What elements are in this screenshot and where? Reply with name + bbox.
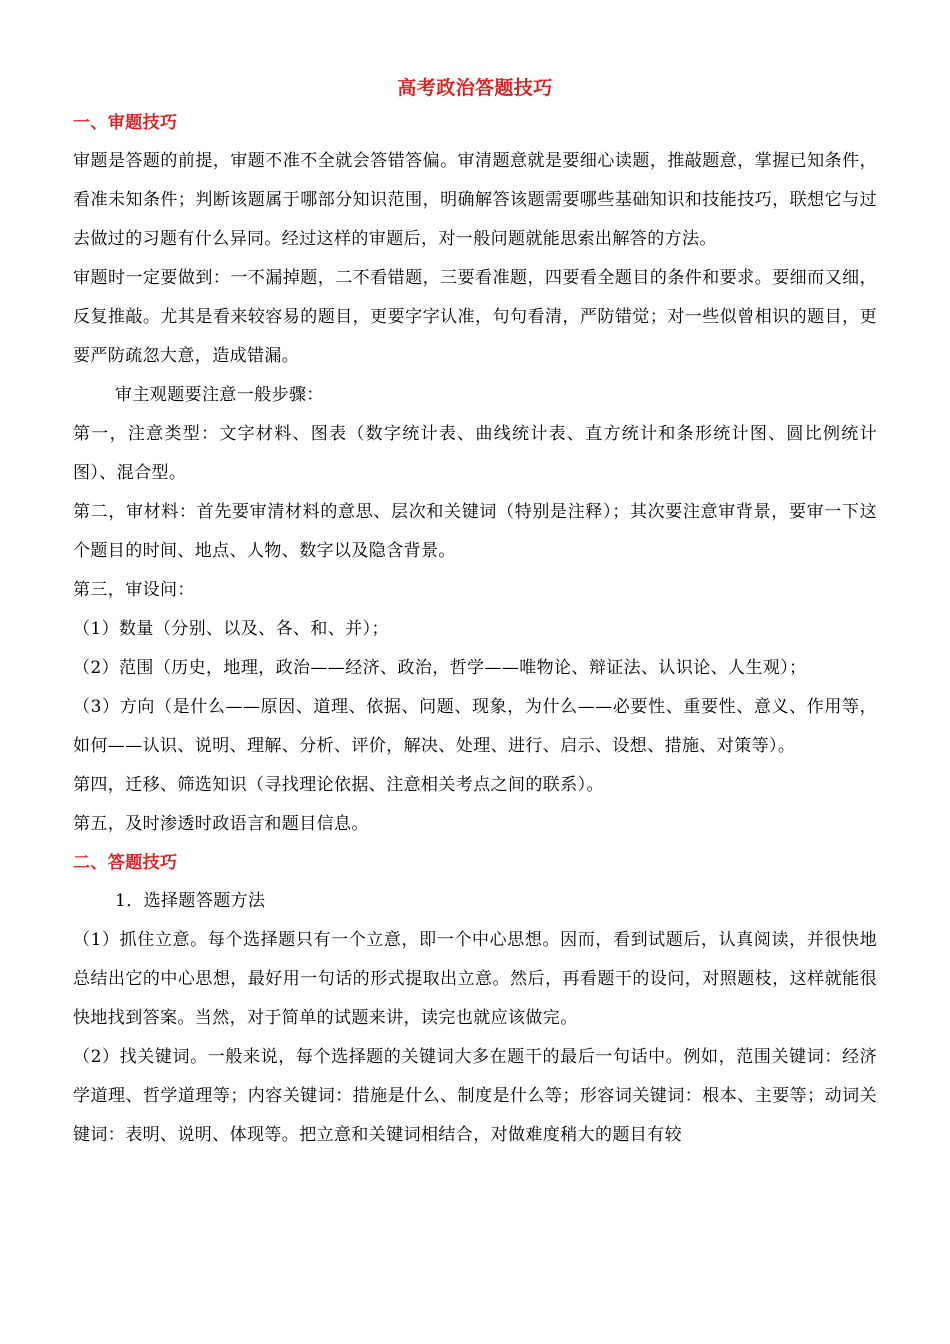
document-title: 高考政治答题技巧 — [397, 77, 553, 99]
paragraph: （2）找关键词。一般来说，每个选择题的关键词大多在题干的最后一句话中。例如，范围关键词：经济学道理、哲学道理等；内容关键词：措施是什么、制度是什么等；形容词关键词：根本、主要等；动词关键词：表明、说明、体现等。把立意和关键词相结合，对做难度稍大的题目有较 — [73, 1047, 877, 1145]
paragraph: 第三，审设问： — [73, 580, 195, 600]
paragraph: 审主观题要注意一般步骤： — [115, 385, 324, 405]
section-heading-answer: 二、答题技巧 — [73, 853, 178, 873]
section-answer — [73, 844, 877, 1155]
paragraph: （3）方向（是什么——原因、道理、依据、问题、现象，为什么——必要性、重要性、意义、作用等，如何——认识、说明、理解、分析、评价，解决、处理、进行、启示、设想、措施、对策等）。 — [73, 697, 877, 756]
paragraph: 第二，审材料：首先要审清材料的意思、层次和关键词（特别是注释）；其次要注意审背景，要审一下这个题目的时间、地点、人物、数字以及隐含背景。 — [73, 502, 877, 561]
paragraph: （2）范围（历史，地理，政治——经济、政治，哲学——唯物论、辩证法、认识论、人生观）； — [73, 658, 807, 678]
section-review — [73, 104, 877, 844]
section-heading-review: 一、审题技巧 — [73, 113, 178, 133]
paragraph: 第四，迁移、筛选知识（寻找理论依据、注意相关考点之间的联系）。 — [73, 775, 604, 795]
paragraph: 第一，注意类型：文字材料、图表（数字统计表、曲线统计表、直方统计和条形统计图、圆比例统计图）、混合型。 — [73, 424, 877, 483]
paragraph: 审题是答题的前提，审题不准不全就会答错答偏。审清题意就是要细心读题，推敲题意，掌握已知条件，看准未知条件；判断该题属于哪部分知识范围，明确解答该题需要哪些基础知识和技能技巧，联想它与过去做过的习题有什么异同。经过这样的审题后，对一般问题就能思索出解答的方法。 — [73, 151, 877, 249]
paragraph: 第五，及时渗透时政语言和题目信息。 — [73, 814, 369, 834]
paragraph: （1）数量（分别、以及、各、和、并）； — [73, 619, 389, 639]
paragraph: 1．选择题答题方法 — [115, 891, 266, 911]
paragraph: 审题时一定要做到：一不漏掉题，二不看错题，三要看准题，四要看全题目的条件和要求。要细而又细，反复推敲。尤其是看来较容易的题目，更要字字认准，句句看清，严防错觉；对一些似曾相识的题目，更要严防疏忽大意，造成错漏。 — [73, 268, 877, 366]
paragraph: （1）抓住立意。每个选择题只有一个立意，即一个中心思想。因而，看到试题后，认真阅读，并很快地总结出它的中心思想，最好用一句话的形式提取出立意。然后，再看题干的设问，对照题枝，这样就能很快地找到答案。当然，对于简单的试题来讲，读完也就应该做完。 — [73, 930, 877, 1028]
